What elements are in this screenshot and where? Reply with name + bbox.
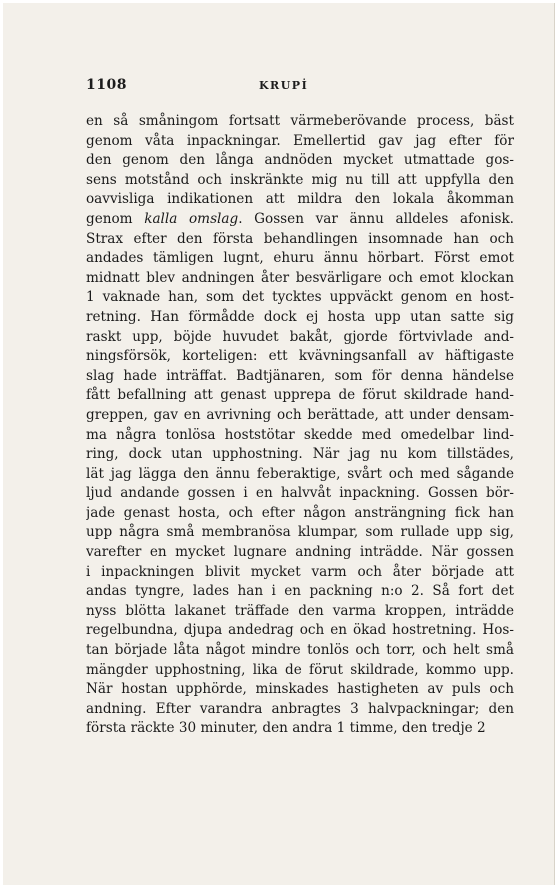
text-line: tan började låta något mindre tonlös och torr, och helt små — [86, 642, 514, 659]
text-line: midnatt blev andningen åter besvärligare och emot klockan — [86, 269, 514, 286]
text-line: den genom den långa andnöden mycket utmattade gos- — [86, 152, 514, 169]
text-line: en så småningom fortsatt värmeberövande process, bäst — [86, 113, 514, 129]
body-text — [86, 112, 514, 739]
text-line: genom våta inpackningar. Emellertid gav jag efter för — [86, 132, 514, 149]
text-line: jade genast hosta, och efter någon ansträngning fick han — [86, 504, 514, 521]
text-line: raskt upp, böjde huvudet bakåt, gjorde förtvivlade and- — [86, 328, 514, 345]
text-line: ring, dock utan upphostning. När jag nu kom tillstädes, — [86, 446, 514, 463]
text-line: nyss blötta lakanet träffade den varma kroppen, inträdde — [86, 602, 514, 619]
text-line: oavvisliga indikationen att mildra den lokala åkomman — [86, 191, 514, 208]
text-line: 1 vaknade han, som det tycktes uppväckt genom en host- — [86, 289, 514, 306]
text-line: ningsförsök, korteligen: ett kvävningsanfall av häftigaste — [86, 348, 514, 365]
text-line: ljud andande gossen i en halvvåt inpackning. Gossen bör- — [86, 485, 514, 502]
text-line: sens motstånd och inskränkte mig nu till att uppfylla den — [86, 171, 514, 188]
text-line: fått befallning att genast upprepa de förut skildrade hand- — [86, 387, 514, 404]
text-line: genom kalla omslag. Gossen var ännu alldeles afonisk. — [86, 210, 514, 227]
text-line: När hostan upphörde, minskades hastigheten av puls och — [86, 681, 514, 698]
text-line: upp några små membranösa klumpar, som rullade upp sig, — [86, 524, 514, 541]
text-line: Strax efter den första behandlingen insomnade han och — [86, 230, 514, 247]
text-line: varefter en mycket lugnare andning inträdde. När gossen — [86, 544, 514, 561]
page-header — [86, 77, 514, 95]
text-line: lät jag lägga den ännu feberaktige, svårt och med sågande — [86, 465, 514, 482]
running-head: KRUPİ — [259, 79, 309, 92]
text-line: i inpackningen blivit mycket varm och åter började att — [86, 563, 514, 580]
text-line: andades tämligen lugnt, ehuru ännu hörbart. Först emot — [86, 250, 514, 267]
text-line: första räckte 30 minuter, den andra 1 timme, den tredje 2 — [86, 720, 486, 737]
text-line: andning. Efter varandra anbragtes 3 halvpackningar; den — [86, 700, 514, 717]
text-line: mängder upphostning, lika de förut skildrade, kommo upp. — [86, 661, 514, 678]
text-line: slag hade inträffat. Badtjänaren, som för denna händelse — [86, 367, 514, 384]
text-line: greppen, gav en avrivning och berättade, att under densam- — [86, 406, 514, 423]
page-number: 1108 — [86, 77, 127, 93]
text-line: andas tyngre, lades han i en packning n:o 2. Så fort det — [86, 583, 514, 600]
text-line: ma några tonlösa hoststötar skedde med omedelbar lind- — [86, 426, 514, 443]
text-line: regelbundna, djupa andedrag och en ökad hostretning. Hos- — [86, 622, 514, 639]
text-line: retning. Han förmådde dock ej hosta upp utan satte sig — [86, 308, 514, 325]
